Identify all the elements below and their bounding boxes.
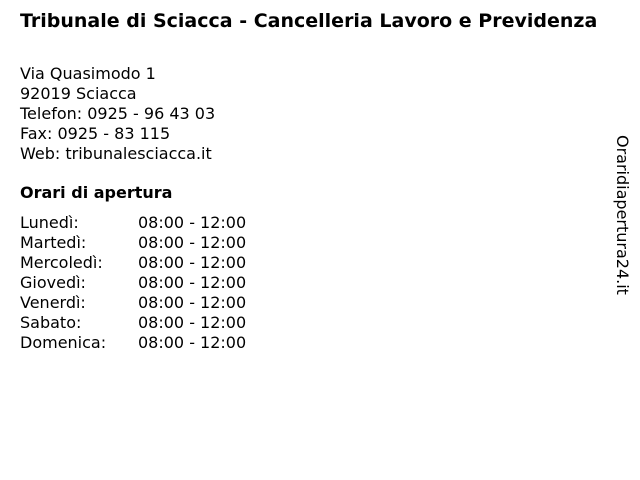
day-label: Venerdì: bbox=[20, 293, 86, 312]
website: Web: tribunalesciacca.it bbox=[20, 144, 212, 163]
hours-row-monday bbox=[20, 213, 246, 233]
opening-hours-heading: Orari di apertura bbox=[20, 183, 173, 202]
hours-row-saturday bbox=[20, 313, 246, 333]
brand-watermark: Oraridiapertura24.it bbox=[613, 135, 632, 295]
time-range: 08:00 - 12:00 bbox=[138, 313, 247, 332]
day-label: Lunedì: bbox=[20, 213, 79, 232]
time-range: 08:00 - 12:00 bbox=[138, 293, 247, 312]
time-range: 08:00 - 12:00 bbox=[138, 333, 247, 352]
page-title: Tribunale di Sciacca - Cancelleria Lavoro e Previdenza bbox=[20, 10, 598, 32]
day-label: Domenica: bbox=[20, 333, 107, 352]
hours-row-friday bbox=[20, 293, 246, 313]
city-address: 92019 Sciacca bbox=[20, 84, 137, 103]
time-range: 08:00 - 12:00 bbox=[138, 213, 247, 232]
day-label: Martedì: bbox=[20, 233, 87, 252]
street-address: Via Quasimodo 1 bbox=[20, 64, 156, 83]
day-label: Sabato: bbox=[20, 313, 82, 332]
address-block bbox=[20, 64, 215, 164]
day-label: Giovedì: bbox=[20, 273, 86, 292]
opening-hours-table bbox=[20, 213, 246, 353]
time-range: 08:00 - 12:00 bbox=[138, 233, 247, 252]
time-range: 08:00 - 12:00 bbox=[138, 253, 247, 272]
fax-number: Fax: 0925 - 83 115 bbox=[20, 124, 171, 143]
hours-row-sunday bbox=[20, 333, 246, 353]
hours-row-wednesday bbox=[20, 253, 246, 273]
time-range: 08:00 - 12:00 bbox=[138, 273, 247, 292]
day-label: Mercoledì: bbox=[20, 253, 103, 272]
phone-number: Telefon: 0925 - 96 43 03 bbox=[20, 104, 216, 123]
hours-row-tuesday bbox=[20, 233, 246, 253]
hours-row-thursday bbox=[20, 273, 246, 293]
